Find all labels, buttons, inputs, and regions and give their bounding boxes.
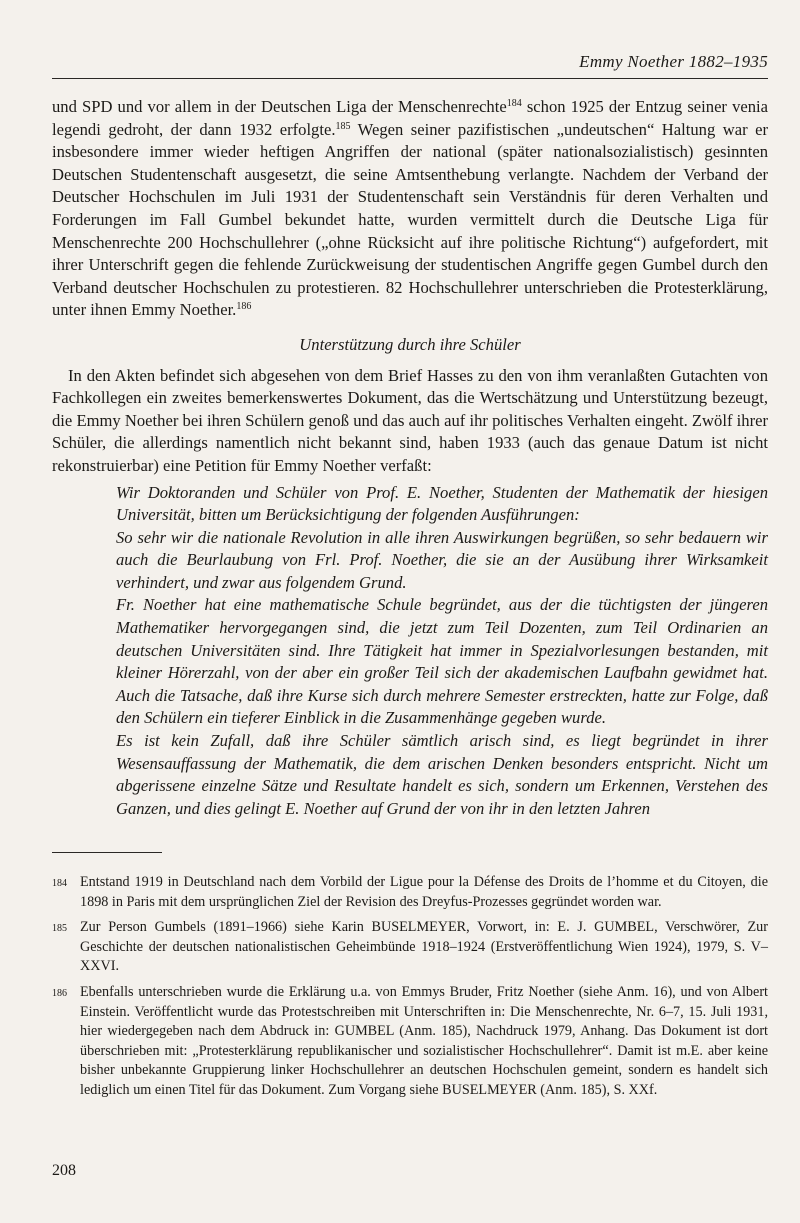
paragraph-text: und SPD und vor allem in der Deutschen Liga der Menschenrechte	[52, 97, 507, 116]
footnote-ref: 184	[506, 98, 522, 109]
footnote	[52, 983, 768, 1101]
section-heading: Unterstützung durch ihre Schüler	[299, 334, 521, 354]
book-page	[52, 0, 768, 1223]
quote-paragraph: Fr. Noether hat eine mathematische Schule begründet, aus der die tüchtigsten der jüngeren Mathematiker hervorgegangen sind, die jetzt zum Teil Dozenten, zum Teil Ordinarien an deutschen Universitäten sind. Ihre Tätigkeit hat immer in Spezialvorlesungen bestanden, mit kleiner Hörerzahl, von der aber ein großer Teil sich der akademischen Laufbahn gewidmet hat. Auch die Tatsache, daß ihre Kurse sich durch mehrere Semester erstreckten, hatte zur Folge, daß den Schülern ein tieferer Einblick in die Zusammenhänge gegeben wurde.	[116, 595, 768, 728]
footnote-ref: 185	[335, 120, 351, 132]
running-head: Emmy Noether 1882–1935	[579, 52, 768, 71]
footnote	[52, 918, 768, 977]
footnote-text: Zur Person Gumbels (1891–1966) siehe Karin BUSELMEYER, Vorwort, in: E. J. GUMBEL, Verschwörer, Zur Geschichte der deutschen nationalistischen Geheimbünde 1918–1924 (Erstveröffentlichung Wien 1924), 1979, S. V–XXVI.	[80, 919, 768, 975]
footnote-rule	[52, 852, 162, 853]
main-text	[52, 96, 768, 820]
paragraph-gumbel	[52, 96, 768, 322]
paragraph-text: schon 1925 der Entzug seiner venia legendi gedroht, der dann 1932 erfolgte.	[52, 97, 768, 139]
quote-paragraph: So sehr wir die nationale Revolution in alle ihren Auswirkungen begrüßen, so sehr bedauern wir auch die Beurlaubung von Frl. Prof. Noether, die sie an der Ausübung ihrer Wirksamkeit verhindert, und zwar aus folgendem Grund.	[116, 527, 768, 592]
footnote-number: 186	[52, 987, 67, 999]
footnote-ref: 186	[236, 301, 252, 313]
page-number: 208	[52, 1162, 76, 1179]
header-rule	[52, 78, 768, 79]
footnote-text: Ebenfalls unterschrieben wurde die Erklärung u.a. von Emmys Bruder, Fritz Noether (siehe Anm. 16), und von Albert Einstein. Veröffentlicht wurde das Protestschreiben mit Unterschriften in: Die Menschenrechte, Nr. 6–7, 15. Juli 1931, hier wiedergegeben nach dem Abdruck in: GUMBEL (Anm. 185), Nachdruck 1979, Anhang. Das Dokument ist dort überschrieben mit: „Protesterklärung republikanischer und sozialistischer Hochschullehrer“. Damit ist m.E. aber keine bisher unbekannte Gruppierung linker Hochschullehrer an deutschen Hochschulen gemeint, sondern es handelt sich lediglich um einen Titel für das Dokument. Zum Vorgang siehe BUSELMEYER (Anm. 185), S. XXf.	[80, 983, 768, 1098]
paragraph-petition-intro: In den Akten befindet sich abgesehen von dem Brief Hasses zu den von ihm veranlaßten Gutachten von Fachkollegen ein zweites bemerkenswertes Dokument, das die Wertschätzung und Unterstützung bezeugt, die Emmy Noether bei ihren Schülern genoß und das auch auf ihr politisches Verhalten eingeht. Zwölf ihrer Schüler, die allerdings namentlich nicht bekannt sind, haben 1933 (auch das genaue Datum ist nicht rekonstruierbar) eine Petition für Emmy Noether verfaßt:	[52, 365, 768, 475]
footnote-number: 185	[52, 923, 67, 935]
footnote	[52, 873, 768, 912]
footnote-number: 184	[52, 878, 67, 889]
quote-paragraph: Es ist kein Zufall, daß ihre Schüler sämtlich arisch sind, es liegt begründet in ihrer Wesensauffassung der Mathematik, die dem arischen Denken besonders entspricht. Nicht um abgerissene einzelne Sätze und Resultate handelt es sich, sondern um Erkennen, Verstehen des Ganzen, und dies gelingt E. Noether auf Grund der von ihr in den letzten Jahren	[116, 731, 768, 818]
footnote-text: Entstand 1919 in Deutschland nach dem Vorbild der Ligue pour la Défense des Droits de l’homme et du Citoyen, die 1898 in Paris mit dem ursprünglichen Ziel der Revision des Dreyfus-Prozesses gegründet worden war.	[80, 874, 768, 910]
paragraph-text: Wegen seiner pazifistischen „undeutschen“ Haltung war er insbesondere immer wieder heftigen Angriffen der national (später nationalsozialistisch) gesinnten Deutschen Studentenschaft ausgesetzt, die seine Amtsenthebung verlangte. Nachdem der Verband der Deutscher Hochschulen im Juli 1931 der Studentenschaft sein Verständnis für deren Verhalten und Forderungen im Fall Gumbel bekundet hatte, wurden vermittelt durch die Deutsche Liga für Menschenrechte 200 Hochschullehrer („ohne Rücksicht auf ihre politische Richtung“) aufgefordert, mit ihrer Unterschrift gegen die fehlende Zurückweisung der studentischen Angriffe gegen Gumbel durch den Verband deutscher Hochschulen zu protestieren. 82 Hochschullehrer unterschrieben die Protesterklärung, unter ihnen Emmy Noether.	[52, 119, 768, 320]
quote-paragraph: Wir Doktoranden und Schüler von Prof. E. Noether, Studenten der Mathematik der hiesigen Universität, bitten um Berücksichtigung der folgenden Ausführungen:	[116, 482, 768, 525]
footnotes	[52, 873, 768, 1107]
petition-quote	[52, 482, 768, 821]
